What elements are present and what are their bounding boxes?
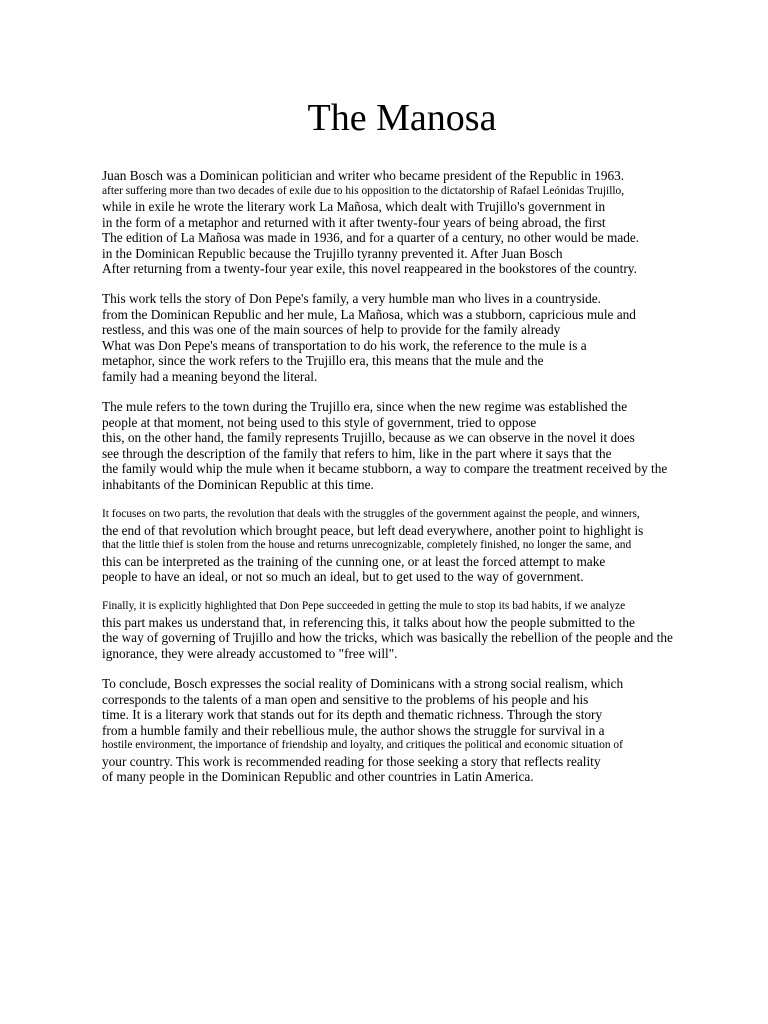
text-line: this, on the other hand, the family represents Trujillo, because as we can observe in the novel it does bbox=[102, 430, 635, 445]
text-line: your country. This work is recommended reading for those seeking a story that reflects reality bbox=[102, 753, 601, 769]
paragraph-5 bbox=[102, 599, 673, 661]
document-title: The Manosa bbox=[307, 97, 497, 139]
text-line: from a humble family and their rebellious mule, the author shows the struggle for survival in a bbox=[102, 722, 605, 738]
text-line: What was Don Pepe's means of transportation to do his work, the reference to the mule is a bbox=[102, 337, 587, 353]
text-line: see through the description of the family that refers to him, like in the part where it says that the bbox=[102, 445, 612, 461]
text-line: while in exile he wrote the literary work La Mañosa, which dealt with Trujillo's government in bbox=[102, 199, 606, 214]
text-line: It focuses on two parts, the revolution that deals with the struggles of the government against the people, and winners, bbox=[102, 508, 640, 520]
text-line: After returning from a twenty-four year exile, this novel reappeared in the bookstores of the country. bbox=[102, 261, 637, 276]
text-line: hostile environment, the importance of friendship and loyalty, and critiques the political and economic situation of bbox=[102, 739, 623, 751]
text-line: metaphor, since the work refers to the Trujillo era, this means that the mule and the bbox=[102, 353, 544, 368]
text-line: This work tells the story of Don Pepe's family, a very humble man who lives in a countryside. bbox=[102, 291, 601, 306]
paragraph-3 bbox=[102, 399, 667, 492]
text-line: people to have an ideal, or not so much an ideal, but to get used to the way of government. bbox=[102, 569, 584, 584]
paragraph-6 bbox=[102, 676, 623, 785]
text-line: Juan Bosch was a Dominican politician and writer who became president of the Republic in 1963. bbox=[102, 168, 625, 183]
text-line: that the little thief is stolen from the house and returns unrecognizable, completely finished, no longer the same, and bbox=[102, 539, 632, 551]
text-line: The mule refers to the town during the Trujillo era, since when the new regime was established the bbox=[102, 399, 628, 414]
text-line: To conclude, Bosch expresses the social reality of Dominicans with a strong social realism, which bbox=[102, 676, 624, 691]
text-line: of many people in the Dominican Republic and other countries in Latin America. bbox=[102, 769, 534, 784]
paragraph-2 bbox=[102, 291, 636, 384]
paragraph-4 bbox=[102, 507, 643, 585]
text-line: the end of that revolution which brought peace, but left dead everywhere, another point to highlight is bbox=[102, 522, 644, 538]
text-line: this part makes us understand that, in referencing this, it talks about how the people submitted to the bbox=[102, 614, 635, 630]
text-line: in the form of a metaphor and returned with it after twenty-four years of being abroad, the first bbox=[102, 214, 606, 230]
text-line: corresponds to the talents of a man open and sensitive to the problems of his people and his bbox=[102, 691, 589, 707]
text-line: this can be interpreted as the training of the cunning one, or at least the forced attempt to make bbox=[102, 553, 606, 569]
text-line: in the Dominican Republic because the Trujillo tyranny prevented it. After Juan Bosch bbox=[102, 245, 563, 261]
text-line: people at that moment, not being used to this style of government, tried to oppose bbox=[102, 414, 537, 430]
text-line: the way of governing of Trujillo and how the tricks, which was basically the rebellion of the people and the bbox=[102, 630, 673, 645]
text-line: inhabitants of the Dominican Republic at this time. bbox=[102, 476, 374, 492]
text-line: after suffering more than two decades of exile due to his opposition to the dictatorship of Rafael Leónidas Trujillo, bbox=[102, 184, 625, 197]
text-line: ignorance, they were already accustomed to "free will". bbox=[102, 645, 398, 661]
text-line: the family would whip the mule when it became stubborn, a way to compare the treatment received by the bbox=[102, 461, 668, 476]
text-line: Finally, it is explicitly highlighted that Don Pepe succeeded in getting the mule to stop its bad habits, if we analyze bbox=[102, 600, 626, 612]
text-line: The edition of La Mañosa was made in 1936, and for a quarter of a century, no other would be made. bbox=[102, 230, 640, 245]
text-line: family had a meaning beyond the literal. bbox=[102, 368, 318, 384]
paragraph-1 bbox=[102, 168, 639, 277]
text-line: restless, and this was one of the main sources of help to provide for the family already bbox=[102, 322, 561, 337]
text-line: from the Dominican Republic and her mule, La Mañosa, which was a stubborn, capricious mule and bbox=[102, 306, 636, 322]
text-line: time. It is a literary work that stands out for its depth and thematic richness. Through the story bbox=[102, 707, 603, 722]
